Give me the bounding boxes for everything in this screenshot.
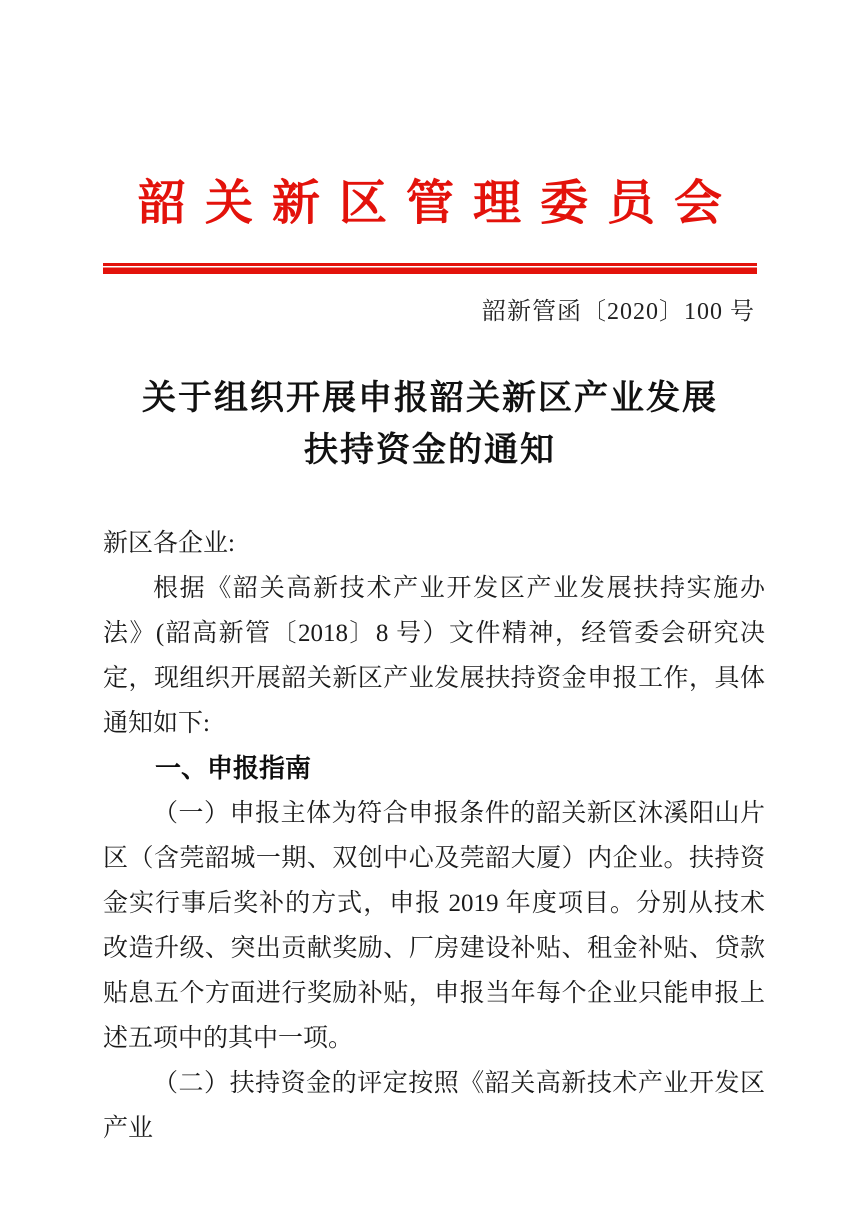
letterhead-divider-rule: [103, 263, 757, 274]
document-title: [0, 373, 860, 477]
letterhead-issuer: 韶关新区管理委员会: [137, 177, 741, 230]
salutation: 新区各企业:: [103, 529, 235, 557]
paragraph-basis: 根据《韶关高新技术产业开发区产业发展扶持实施办法》(韶高新管〔2018〕8 号）文件精神，经管委会研究决定，现组织开展韶关新区产业发展扶持资金申报工作，具体通知如下:: [103, 574, 765, 737]
section-heading-application-guide: 一、申报指南: [155, 752, 312, 783]
doc-number: 韶新管函〔2020〕100 号: [482, 299, 755, 325]
paragraph-item-1: （一）申报主体为符合申报条件的韶关新区沐溪阳山片区（含莞韶城一期、双创中心及莞韶大厦）内企业。扶持资金实行事后奖补的方式，申报 2019 年度项目。分别从技术改造升级、突出贡献奖励、厂房建设补贴、租金补贴、贷款贴息五个方面进行奖励补贴，申报当年每个企业只能申报上述五项中的其中一项。: [103, 799, 765, 1052]
document-title-line1: 关于组织开展申报韶关新区产业发展: [142, 379, 718, 417]
document-title-line2: 扶持资金的通知: [304, 431, 556, 469]
document-body: [103, 521, 765, 1151]
letterhead: [0, 0, 860, 327]
paragraph-item-2-truncated: （二）扶持资金的评定按照《韶关高新技术产业开发区产业: [103, 1069, 765, 1142]
